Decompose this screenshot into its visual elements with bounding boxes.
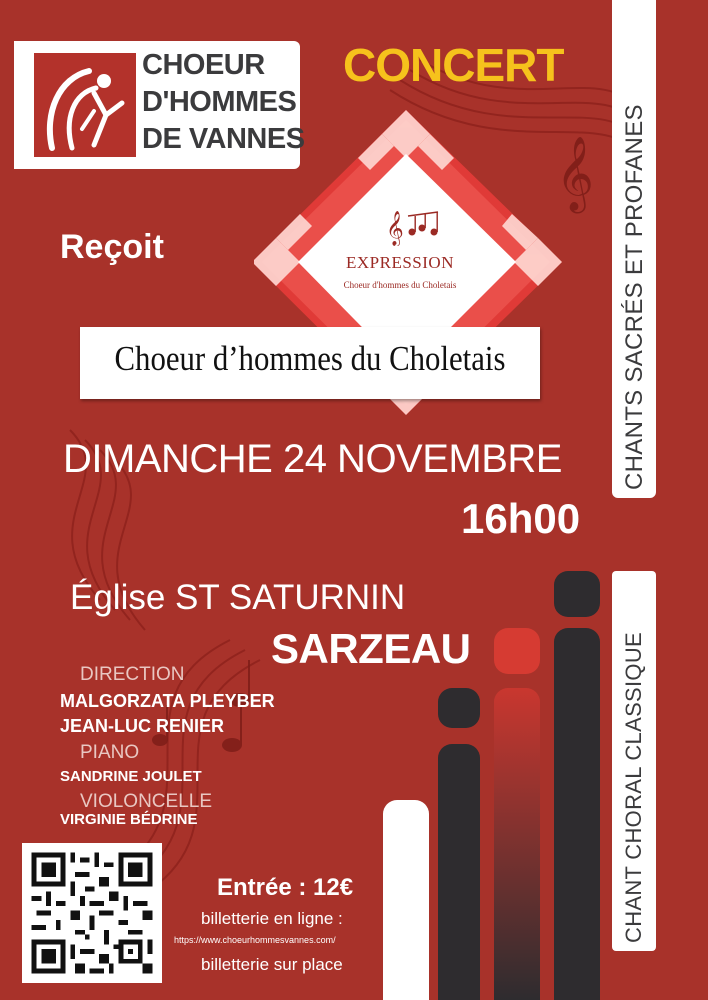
side-text-top: CHANTS SACRÉS ET PROFANES	[621, 104, 648, 490]
qr-code-icon	[22, 843, 162, 983]
direction-label: DIRECTION	[80, 664, 185, 685]
guest-logo-title: EXPRESSION	[346, 253, 454, 272]
bar-dark-small	[438, 688, 480, 728]
bar-red-small	[494, 628, 540, 674]
org-name-line1: CHOEUR	[142, 49, 265, 81]
headline: CONCERT	[343, 39, 564, 91]
entry-price: Entrée : 12€	[217, 874, 354, 901]
director-2: JEAN-LUC RENIER	[60, 716, 225, 736]
cello-label: VIOLONCELLE	[80, 791, 212, 812]
side-text-bottom: CHANT CHORAL CLASSIQUE	[621, 631, 646, 943]
svg-text:𝄞: 𝄞	[386, 211, 404, 246]
director-1: MALGORZATA PLEYBER	[60, 691, 275, 711]
ticketing-url[interactable]: https://www.choeurhommesvannes.com/	[174, 935, 336, 945]
bar-dark-tall	[438, 744, 480, 1000]
online-ticketing-label: billetterie en ligne :	[201, 909, 343, 928]
concert-date: DIMANCHE 24 NOVEMBRE	[63, 437, 562, 481]
svg-text:𝄞: 𝄞	[556, 137, 594, 211]
bar-dark-top	[554, 571, 600, 617]
music-notes-icon	[386, 206, 446, 251]
venue: Église ST SATURNIN	[70, 578, 406, 617]
bar-dark-right	[554, 628, 600, 1000]
concert-time: 16h00	[461, 495, 581, 542]
onsite-ticketing-label: billetterie sur place	[201, 955, 343, 974]
bar-gradient	[494, 688, 540, 1000]
pianist: SANDRINE JOULET	[60, 768, 202, 785]
guest-choir-name: Choeur d’hommes du Choletais	[114, 339, 506, 378]
recoit-label: Reçoit	[60, 228, 164, 266]
org-name-line3: DE VANNES	[142, 123, 305, 155]
qr-code[interactable]	[22, 843, 162, 983]
cellist: VIRGINIE BÉDRINE	[60, 811, 198, 828]
bar-white	[383, 800, 429, 1000]
choir-logo-icon	[34, 53, 136, 157]
piano-label: PIANO	[80, 742, 140, 763]
org-name-line2: D'HOMMES	[142, 86, 297, 118]
city: SARZEAU	[271, 625, 471, 672]
guest-logo-subtitle: Choeur d'hommes du Choletais	[343, 280, 457, 290]
